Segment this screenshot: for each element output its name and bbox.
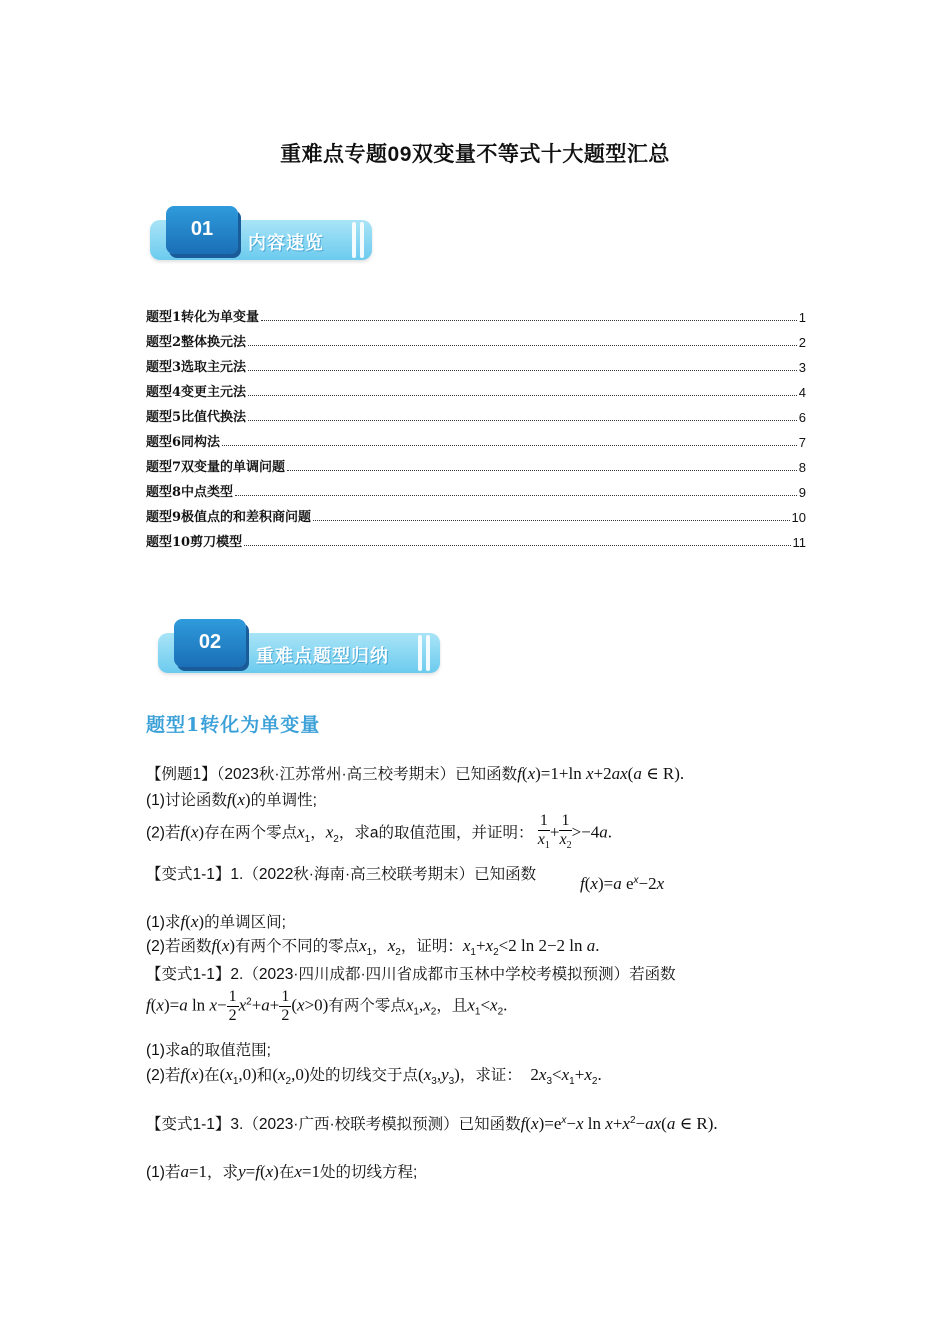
section-heading: 题型1转化为单变量: [146, 714, 321, 736]
toc-item-label: 题型2整体换元法: [146, 335, 247, 350]
toc-item-label: 题型8中点类型: [146, 485, 234, 500]
variant-2-q2: (2)若f(x)在$(x_1,0)$和$(x_2,0)$处的切线交于点$(x_3,y_3)$，求证： $2x_3<x_1+x_2$.: [146, 1065, 602, 1088]
toc-item-label: 题型1转化为单变量: [146, 310, 260, 325]
toc-leader-dots: [261, 320, 797, 321]
toc-item[interactable]: [146, 300, 806, 325]
toc-item-page: 6: [798, 410, 806, 425]
toc-leader-dots: [248, 395, 797, 396]
toc-item-label: 题型7双变量的单调问题: [146, 460, 286, 475]
banner-label: 重难点题型归纳: [256, 646, 389, 666]
toc-item-page: 3: [798, 360, 806, 375]
toc-item-label: 题型6同构法: [146, 435, 221, 450]
toc-leader-dots: [244, 545, 790, 546]
variant-2-q1: (1)求a的取值范围;: [146, 1042, 271, 1059]
variant-1-q2: (2)若函数f(x)有两个不同的零点$x_1$，$x_2$，证明：$x_1+x_2<2$ ln 2−2 ln a.: [146, 936, 600, 959]
variant-1-q1: (1)求f(x)的单调区间;: [146, 912, 286, 931]
toc-item-page: 1: [798, 310, 806, 325]
toc-item-label: 题型3选取主元法: [146, 360, 247, 375]
variant-1-header: 【变式1-1】1.（2022秋·海南·高三校联考期末）已知函数: [146, 866, 537, 883]
toc-leader-dots: [248, 420, 797, 421]
page-title: 重难点专题09双变量不等式十大题型汇总: [280, 143, 670, 166]
toc-item-page: 4: [798, 385, 806, 400]
toc-item-page: 7: [798, 435, 806, 450]
variant-2-formula: f(x)=a ln x− $\frac{1}{2}$ $x^2+a+$ $\frac{1}{2}$ (x>0)有两个零点$x_1,x_2$，且$x_1<x_2$.: [146, 988, 508, 1024]
toc-item-page: 10: [791, 510, 806, 525]
variant-3-q1: (1)若a=1，求y=f(x)在x=1处的切线方程;: [146, 1162, 418, 1181]
variant-1-formula: f(x)=a $e^x-2x$: [580, 874, 665, 893]
example-1-q2: (2)若f(x)存在两个零点$x_1$，$x_2$，求a的取值范围，并证明： $\frac{1}{x_1}$ + $\frac{1}{x_2}$ >−4a.: [146, 812, 613, 852]
toc-item-label: 题型5比值代换法: [146, 410, 247, 425]
toc-item-page: 9: [798, 485, 806, 500]
toc-item-page: 2: [798, 335, 806, 350]
toc-item[interactable]: [146, 500, 806, 525]
toc-item-label: 题型4变更主元法: [146, 385, 247, 400]
toc-item-page: 11: [792, 535, 806, 550]
banner-number: 01: [166, 206, 238, 254]
toc-item[interactable]: [146, 325, 806, 350]
banner-number: 02: [174, 619, 246, 667]
section-banner-contents: [150, 206, 372, 262]
toc-leader-dots: [313, 520, 789, 521]
toc-leader-dots: [235, 495, 797, 496]
toc-item[interactable]: [146, 350, 806, 375]
toc-item-label: 题型10剪刀模型: [146, 535, 243, 550]
toc-item-page: 8: [798, 460, 806, 475]
toc-item[interactable]: [146, 525, 806, 550]
toc-item[interactable]: [146, 400, 806, 425]
section-banner-summary: [158, 619, 440, 675]
toc-item[interactable]: [146, 450, 806, 475]
toc-item-label: 题型9极值点的和差积商问题: [146, 510, 312, 525]
toc-leader-dots: [248, 345, 797, 346]
banner-label: 内容速览: [248, 233, 324, 253]
toc-item[interactable]: [146, 375, 806, 400]
toc-leader-dots: [287, 470, 797, 471]
toc-item[interactable]: [146, 425, 806, 450]
toc-leader-dots: [222, 445, 797, 446]
variant-3-header: 【变式1-1】3.（2023·广西·校联考模拟预测）已知函数$f(x)=e^x-x$ $\ln x+x^2-ax(a$ ∈ R).: [146, 1114, 718, 1133]
example-1-header: 【例题1】（2023秋·江苏常州·高三校考期末）已知函数f(x)=1+ln x+2ax(a ∈ R).: [146, 764, 685, 783]
variant-2-header: 【变式1-1】2.（2023·四川成都·四川省成都市玉林中学校考模拟预测）若函数: [146, 966, 676, 983]
example-1-q1: (1)讨论函数f(x)的单调性;: [146, 790, 317, 809]
toc-leader-dots: [248, 370, 797, 371]
table-of-contents: [146, 300, 806, 550]
toc-item[interactable]: [146, 475, 806, 500]
